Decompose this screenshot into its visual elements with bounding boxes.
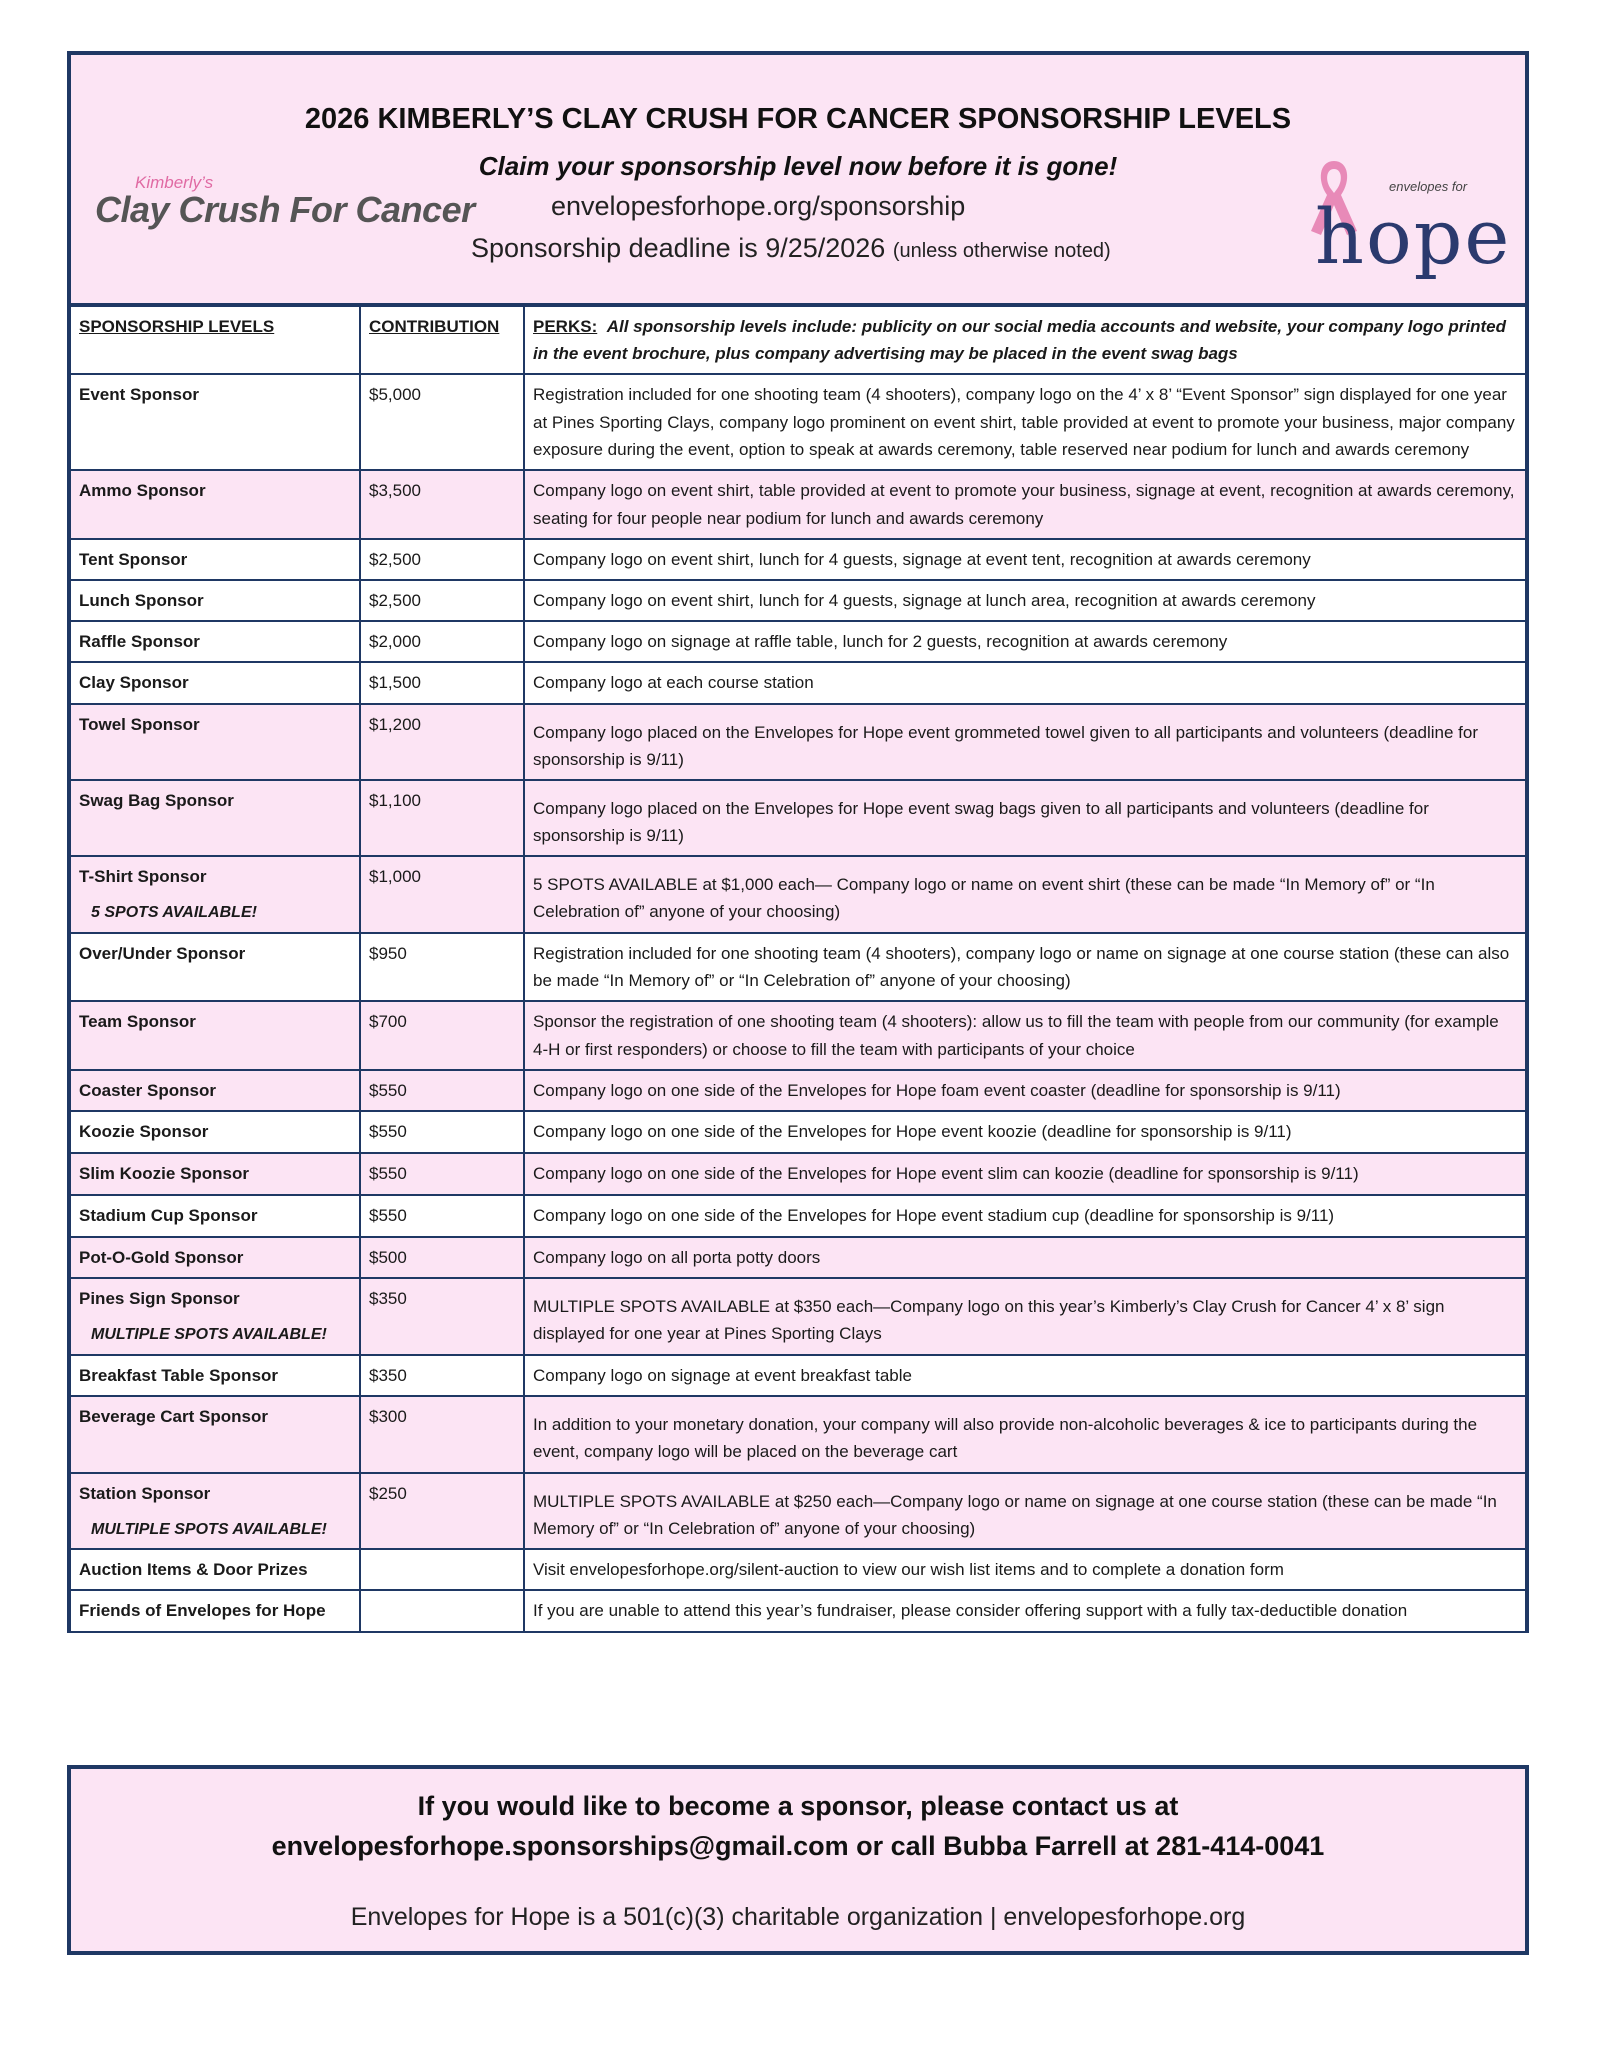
perks-cell: Visit envelopesforhope.org/silent-auction to view our wish list items and to complete a donation form — [524, 1549, 1527, 1590]
table-row — [69, 662, 1527, 703]
claim-tagline: Claim your sponsorship level now before it is gone! — [478, 151, 1118, 181]
level-cell — [69, 1111, 360, 1153]
contribution-cell: $2,500 — [360, 580, 524, 621]
sponsor-level-name: Swag Bag Sponsor — [79, 790, 234, 810]
table-row — [69, 704, 1527, 780]
sponsor-level-name: Pines Sign Sponsor — [79, 1289, 240, 1309]
perks-cell: Company logo on signage at raffle table, lunch for 2 guests, recognition at awards ceremony — [524, 621, 1527, 662]
level-cell — [69, 780, 360, 856]
contribution-cell: $1,500 — [360, 662, 524, 703]
perks-cell: Company logo on one side of the Envelopes for Hope event koozie (deadline for sponsorship is 9/11) — [524, 1111, 1527, 1153]
sponsor-level-name: Beverage Cart Sponsor — [79, 1407, 268, 1427]
header-perks-intro: All sponsorship levels include: publicity on our social media accounts and website, your company logo printed in the event brochure, plus company advertising may be placed in the event swag bags — [533, 317, 1506, 364]
perks-cell: Company logo on one side of the Envelopes for Hope foam event coaster (deadline for sponsorship is 9/11) — [524, 1070, 1527, 1111]
table-header-row — [69, 306, 1527, 374]
level-cell — [69, 704, 360, 780]
table-row — [69, 1355, 1527, 1396]
contribution-cell: $250 — [360, 1473, 524, 1550]
level-cell — [69, 374, 360, 470]
sponsor-level-name: Koozie Sponsor — [79, 1121, 209, 1141]
table-row — [69, 1111, 1527, 1153]
contribution-cell: $700 — [360, 1001, 524, 1069]
table-row — [69, 1396, 1527, 1472]
sponsor-level-name: Ammo Sponsor — [79, 481, 206, 501]
sponsor-level-name: Over/Under Sponsor — [79, 944, 246, 964]
header-level-cell — [69, 306, 360, 374]
logo-right-small-text: envelopes for — [1389, 179, 1468, 194]
sponsorship-url[interactable]: envelopesforhope.org/sponsorship — [551, 191, 966, 221]
sponsor-level-name: Station Sponsor — [79, 1483, 211, 1503]
header-contribution-cell — [360, 306, 524, 374]
charity-statement: Envelopes for Hope is a 501(c)(3) charitable organization | envelopesforhope.org — [350, 1903, 1246, 1931]
table-row — [69, 1473, 1527, 1550]
contribution-cell: $3,500 — [360, 470, 524, 538]
table-row — [69, 933, 1527, 1001]
contribution-cell: $1,100 — [360, 780, 524, 856]
perks-cell: Registration included for one shooting team (4 shooters), company logo or name on signage at one course station (these can also be made “In Memory of” or “In Celebration of” anyone of your choosing) — [524, 933, 1527, 1001]
table-row — [69, 539, 1527, 580]
contribution-cell: $1,200 — [360, 704, 524, 780]
contribution-cell: $350 — [360, 1355, 524, 1396]
contribution-cell: $2,500 — [360, 539, 524, 580]
contribution-cell: $500 — [360, 1237, 524, 1278]
contribution-cell: $950 — [360, 933, 524, 1001]
contribution-cell: $550 — [360, 1195, 524, 1237]
contribution-cell — [360, 1590, 524, 1631]
sponsor-level-name: Raffle Sponsor — [79, 632, 200, 652]
logo-left-main-text: Clay Crush For Cancer — [95, 189, 475, 230]
header-perks-label: PERKS: — [533, 317, 598, 336]
spots-available-note: MULTIPLE SPOTS AVAILABLE! — [91, 1520, 327, 1538]
level-cell — [69, 470, 360, 538]
sponsor-level-name: Team Sponsor — [79, 1012, 196, 1032]
logo-left-small-text: Kimberly’s — [135, 173, 214, 192]
sponsor-level-name: Pot-O-Gold Sponsor — [79, 1247, 244, 1267]
level-cell — [69, 621, 360, 662]
contact-footer — [67, 1765, 1529, 1955]
perks-cell: Company logo placed on the Envelopes for Hope event grommeted towel given to all participants and volunteers (deadline for sponsorship is 9/11) — [524, 704, 1527, 780]
sponsor-level-name: Breakfast Table Sponsor — [79, 1365, 279, 1385]
level-cell — [69, 580, 360, 621]
contribution-cell: $1,000 — [360, 856, 524, 933]
level-cell — [69, 1195, 360, 1237]
spots-available-note: MULTIPLE SPOTS AVAILABLE! — [91, 1326, 327, 1344]
perks-cell: Company logo on event shirt, lunch for 4 guests, signage at event tent, recognition at awards ceremony — [524, 539, 1527, 580]
contribution-cell: $550 — [360, 1070, 524, 1111]
header-contribution: CONTRIBUTION — [369, 317, 500, 336]
deadline-note: (unless otherwise noted) — [892, 240, 1111, 262]
table-row — [69, 470, 1527, 538]
contact-line-2[interactable]: envelopesforhope.sponsorships@gmail.com or call Bubba Farrell at 281-414-0041 — [271, 1831, 1325, 1861]
sponsorship-table — [67, 305, 1529, 1633]
contribution-cell: $2,000 — [360, 621, 524, 662]
sponsor-level-name: T-Shirt Sponsor — [79, 867, 207, 887]
level-cell — [69, 1590, 360, 1631]
table-row — [69, 1278, 1527, 1355]
sponsor-level-name: Friends of Envelopes for Hope — [79, 1601, 326, 1621]
sponsor-level-name: Towel Sponsor — [79, 714, 200, 734]
level-cell — [69, 1237, 360, 1278]
perks-cell: If you are unable to attend this year’s fundraiser, please consider offering support with a fully tax-deductible donation — [524, 1590, 1527, 1631]
spots-available-note: 5 SPOTS AVAILABLE! — [91, 904, 257, 922]
header-banner — [67, 51, 1529, 307]
perks-cell: Sponsor the registration of one shooting team (4 shooters): allow us to fill the team with people from our community (for example 4-H or first responders) or choose to fill the team with participants of your choice — [524, 1001, 1527, 1069]
sponsor-level-name: Stadium Cup Sponsor — [79, 1205, 258, 1225]
table-row — [69, 580, 1527, 621]
perks-cell: Company logo on one side of the Envelopes for Hope event slim can koozie (deadline for sponsorship is 9/11) — [524, 1153, 1527, 1195]
header-perks-cell — [524, 306, 1527, 374]
table-row — [69, 856, 1527, 933]
perks-cell: Company logo on one side of the Envelopes for Hope event stadium cup (deadline for sponsorship is 9/11) — [524, 1195, 1527, 1237]
deadline-text: Sponsorship deadline is 9/25/2026 — [471, 233, 886, 263]
perks-cell: Company logo on event shirt, lunch for 4 guests, signage at lunch area, recognition at awards ceremony — [524, 580, 1527, 621]
sponsor-level-name: Event Sponsor — [79, 385, 199, 405]
level-cell — [69, 1355, 360, 1396]
sponsor-level-name: Tent Sponsor — [79, 549, 188, 569]
envelopes-for-hope-logo — [1279, 143, 1519, 283]
page-title: 2026 KIMBERLY’S CLAY CRUSH FOR CANCER SPONSORSHIP LEVELS — [304, 103, 1292, 135]
level-cell — [69, 1473, 360, 1550]
table-row — [69, 1001, 1527, 1069]
level-cell — [69, 662, 360, 703]
contribution-cell: $550 — [360, 1111, 524, 1153]
level-cell — [69, 933, 360, 1001]
level-cell — [69, 1153, 360, 1195]
sponsor-level-name: Slim Koozie Sponsor — [79, 1163, 250, 1183]
perks-cell: Company logo placed on the Envelopes for Hope event swag bags given to all participants and volunteers (deadline for sponsorship is 9/11) — [524, 780, 1527, 856]
level-cell — [69, 856, 360, 933]
table-row — [69, 1195, 1527, 1237]
contribution-cell: $350 — [360, 1278, 524, 1355]
table-row — [69, 1549, 1527, 1590]
perks-cell: Company logo on signage at event breakfast table — [524, 1355, 1527, 1396]
sponsor-level-name: Coaster Sponsor — [79, 1080, 216, 1100]
level-cell — [69, 1396, 360, 1472]
perks-cell: Registration included for one shooting team (4 shooters), company logo on the 4’ x 8’ “Event Sponsor” sign displayed for one year at Pines Sporting Clays, company logo prominent on event shirt, table provided at event to promote your business, major company exposure during the event, option to speak at awards ceremony, table reserved near podium for lunch and awards ceremony — [524, 374, 1527, 470]
sponsor-level-name: Clay Sponsor — [79, 673, 189, 693]
table-row — [69, 621, 1527, 662]
contact-line-1: If you would like to become a sponsor, please contact us at — [417, 1791, 1179, 1821]
table-row — [69, 1237, 1527, 1278]
header-level: SPONSORSHIP LEVELS — [79, 317, 275, 336]
perks-cell: 5 SPOTS AVAILABLE at $1,000 each— Company logo or name on event shirt (these can be made “In Memory of” or “In Celebration of” anyone of your choosing) — [524, 856, 1527, 933]
contribution-cell: $550 — [360, 1153, 524, 1195]
sponsor-level-name: Auction Items & Door Prizes — [79, 1560, 308, 1580]
sponsor-level-name: Lunch Sponsor — [79, 590, 204, 610]
perks-cell: MULTIPLE SPOTS AVAILABLE at $250 each—Company logo or name on signage at one course station (these can be made “In Memory of” or “In Celebration of” anyone of your choosing) — [524, 1473, 1527, 1550]
level-cell — [69, 1070, 360, 1111]
table-row — [69, 374, 1527, 470]
level-cell — [69, 1001, 360, 1069]
level-cell — [69, 539, 360, 580]
contribution-cell — [360, 1549, 524, 1590]
level-cell — [69, 1549, 360, 1590]
contribution-cell: $5,000 — [360, 374, 524, 470]
perks-cell: In addition to your monetary donation, your company will also provide non-alcoholic beverages & ice to participants during the event, company logo will be placed on the beverage cart — [524, 1396, 1527, 1472]
contribution-cell: $300 — [360, 1396, 524, 1472]
sponsorship-deadline — [471, 233, 1111, 264]
perks-cell: Company logo on all porta potty doors — [524, 1237, 1527, 1278]
level-cell — [69, 1278, 360, 1355]
table-row — [69, 1590, 1527, 1631]
table-row — [69, 780, 1527, 856]
table-row — [69, 1070, 1527, 1111]
perks-cell: MULTIPLE SPOTS AVAILABLE at $350 each—Company logo on this year’s Kimberly’s Clay Crush for Cancer 4’ x 8’ sign displayed for one year at Pines Sporting Clays — [524, 1278, 1527, 1355]
table-row — [69, 1153, 1527, 1195]
logo-right-main-text: hope — [1315, 192, 1512, 281]
perks-cell: Company logo at each course station — [524, 662, 1527, 703]
perks-cell: Company logo on event shirt, table provided at event to promote your business, signage at event, recognition at awards ceremony, seating for four people near podium for lunch and awards ceremony — [524, 470, 1527, 538]
